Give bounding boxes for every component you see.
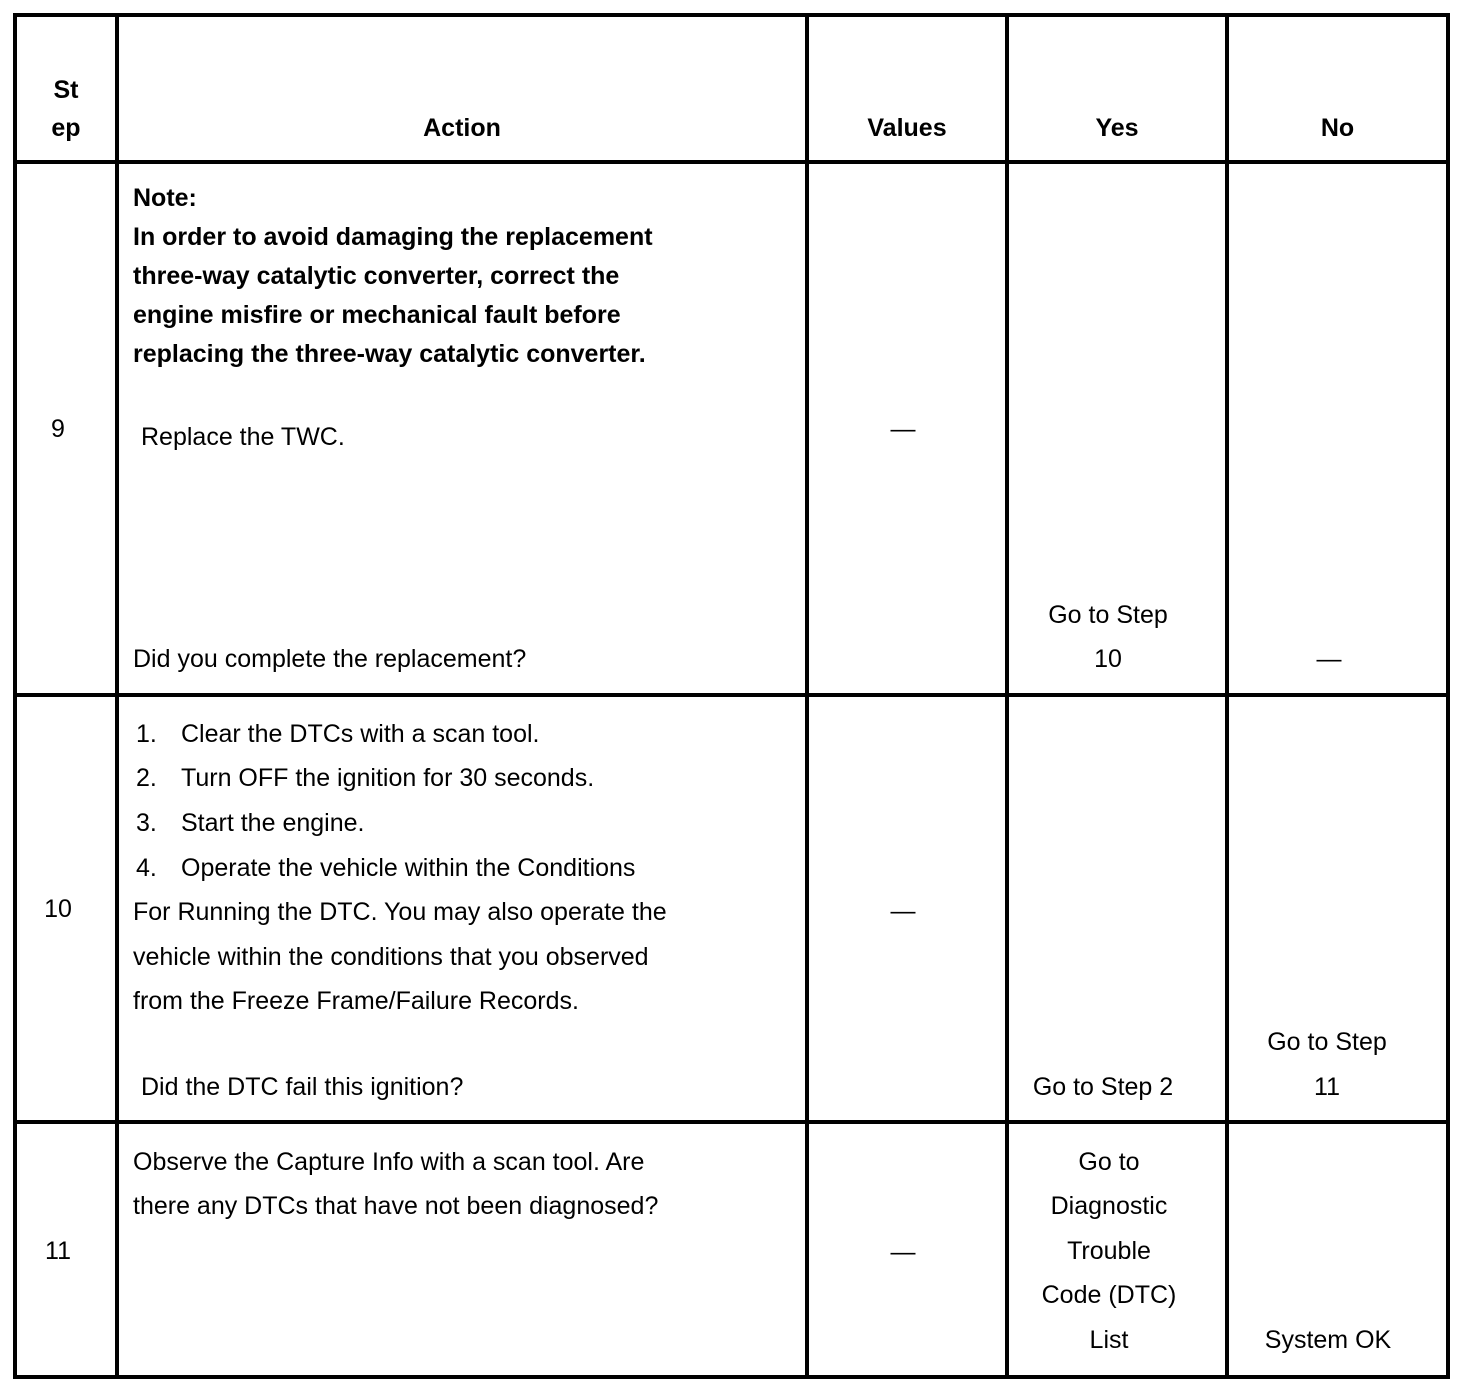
yes-cell-line: List (1089, 1326, 1129, 1354)
step-number: 10 (44, 895, 72, 923)
step-number: 11 (45, 1237, 71, 1265)
yes-cell-line: Diagnostic (1050, 1192, 1168, 1220)
list-item (136, 856, 635, 881)
header-values: Values (867, 114, 947, 142)
list-item-number: 4. (136, 854, 157, 882)
note-text: replacing the three-way catalytic converter. (133, 340, 646, 368)
no-cell: System OK (1264, 1326, 1392, 1354)
yes-cell-line: 10 (1094, 645, 1122, 673)
values-cell: — (890, 1238, 916, 1266)
yes-cell-line: Code (DTC) (1041, 1281, 1177, 1309)
row-border (13, 693, 1450, 697)
note-text: engine misfire or mechanical fault before (133, 301, 621, 329)
action-text: vehicle within the conditions that you observed (133, 943, 649, 971)
action-text: from the Freeze Frame/Failure Records. (133, 987, 579, 1015)
list-item (136, 811, 364, 836)
list-item (136, 766, 594, 791)
no-cell-line: Go to Step (1267, 1028, 1387, 1056)
yes-cell-line: Trouble (1067, 1237, 1151, 1265)
values-cell: — (890, 415, 916, 443)
header-step-line-1: St (53, 76, 79, 104)
action-text: there any DTCs that have not been diagnosed? (133, 1192, 659, 1220)
question-text: Did you complete the replacement? (133, 645, 527, 673)
no-cell-line: 11 (1314, 1073, 1340, 1101)
row-border (13, 160, 1450, 164)
row-border (13, 1120, 1450, 1124)
header-action: Action (423, 114, 501, 142)
row-border (13, 1375, 1450, 1379)
list-item-text: Turn OFF the ignition for 30 seconds. (181, 764, 595, 792)
action-text: Observe the Capture Info with a scan tool. Are (133, 1148, 645, 1176)
yes-cell-line: Go to (1078, 1148, 1140, 1176)
header-step-line-2: ep (51, 114, 81, 142)
note-text: three-way catalytic converter, correct the (133, 262, 620, 290)
action-text: For Running the DTC. You may also operate the (133, 898, 667, 926)
list-item-text: Start the engine. (181, 809, 365, 837)
list-item-number: 2. (136, 764, 157, 792)
question-text: Did the DTC fail this ignition? (141, 1073, 464, 1101)
yes-cell-line: Go to Step (1048, 601, 1168, 629)
list-item-text: Clear the DTCs with a scan tool. (181, 720, 540, 748)
note-text: In order to avoid damaging the replacement (133, 223, 653, 251)
header-yes: Yes (1095, 114, 1139, 142)
no-cell: — (1316, 645, 1342, 673)
note-label: Note: (133, 184, 197, 212)
step-number: 9 (51, 415, 65, 443)
yes-cell: Go to Step 2 (1032, 1073, 1174, 1101)
list-item-number: 1. (136, 720, 157, 748)
row-border (13, 13, 1450, 17)
header-no: No (1320, 114, 1355, 142)
values-cell: — (890, 897, 916, 925)
list-item-text: Operate the vehicle within the Conditions (181, 854, 636, 882)
list-item (136, 722, 539, 747)
action-text: Replace the TWC. (141, 423, 345, 451)
list-item-number: 3. (136, 809, 157, 837)
